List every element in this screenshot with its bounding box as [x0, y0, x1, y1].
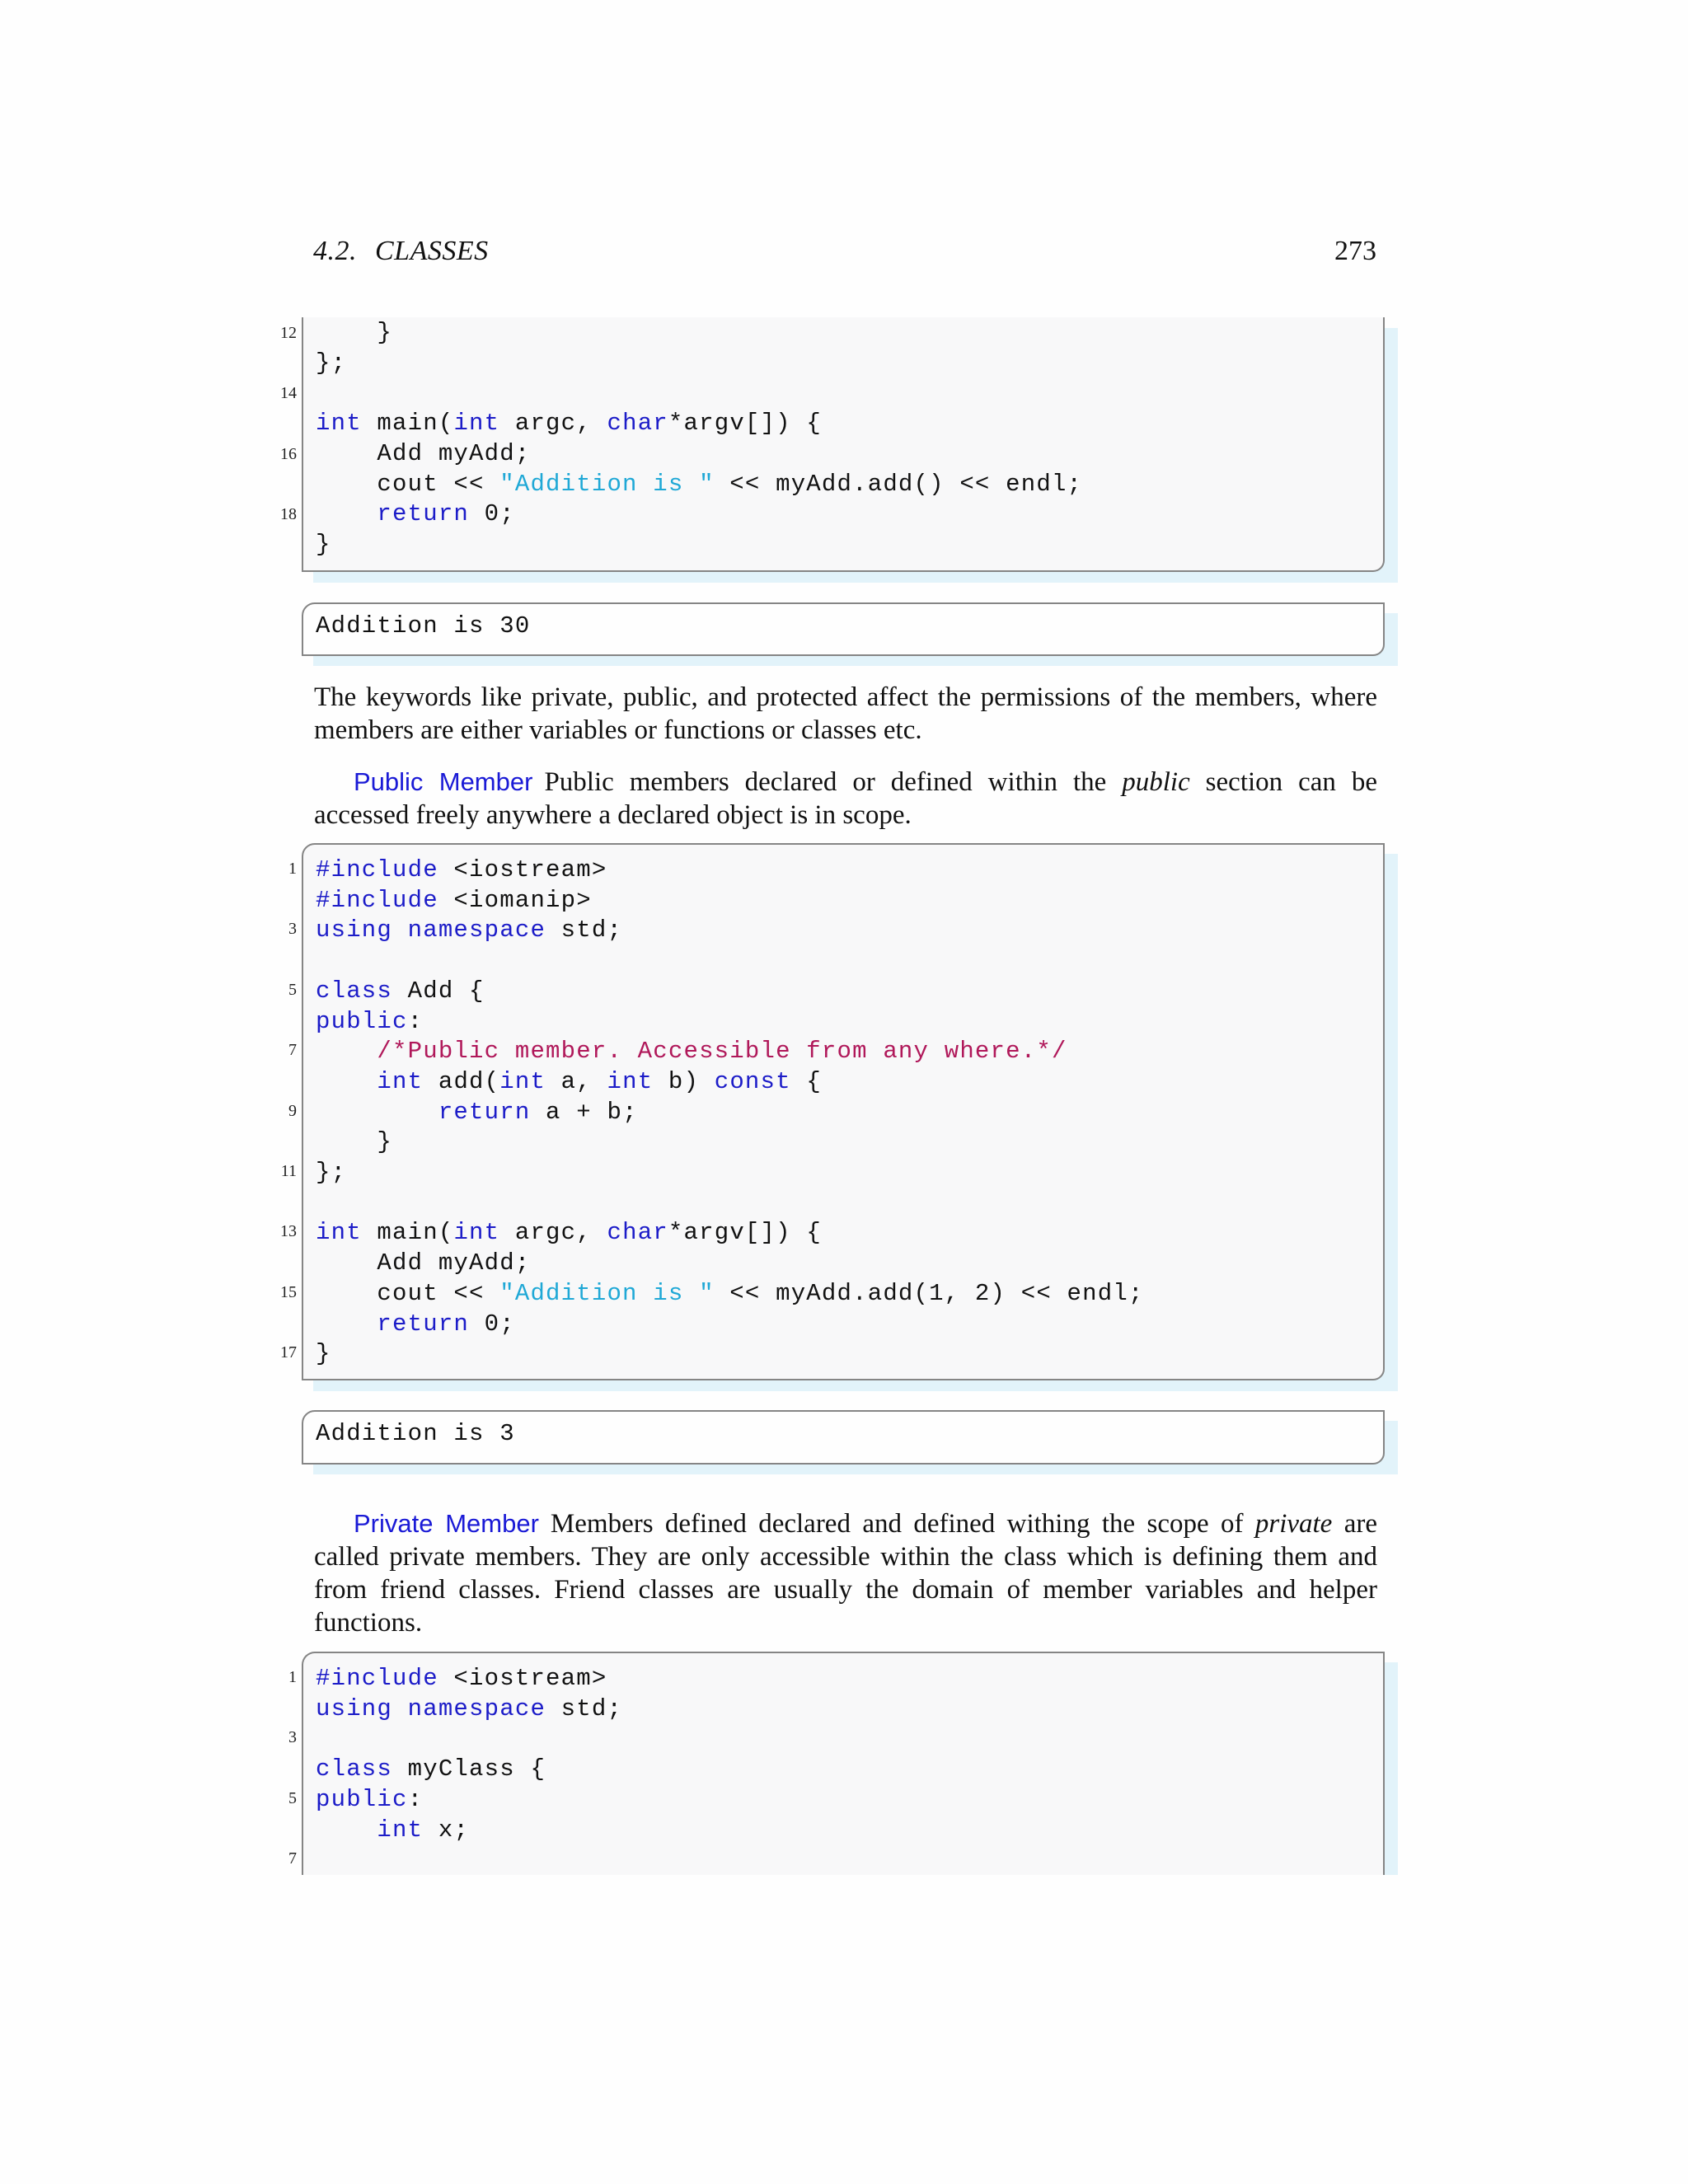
- private-member-text-after: are called private members. They are only accessible within the class which is defining them and from friend classes. Friend classes are usually the domain of member variables and helper functions.: [314, 1509, 1377, 1638]
- line-number: 16: [280, 444, 297, 463]
- section-number: 4.2.: [313, 236, 357, 266]
- code-token-plain: :: [407, 1007, 424, 1035]
- code-line: [316, 1097, 638, 1127]
- public-member-heading: Public Member: [354, 767, 533, 796]
- code-token-plain: b): [653, 1067, 715, 1095]
- line-number: 12: [280, 324, 297, 342]
- code-token-plain: [316, 1068, 377, 1095]
- code-token-plain: *argv[]) {: [668, 1219, 822, 1247]
- code-token-kw: int: [377, 1067, 424, 1095]
- code-token-plain: std;: [546, 916, 623, 944]
- section-title: CLASSES: [375, 236, 489, 266]
- code-token-plain: x;: [423, 1816, 470, 1844]
- output-2-text: Addition is 3: [316, 1420, 515, 1447]
- code-token-plain: a,: [546, 1067, 607, 1095]
- code-token-plain: };: [316, 1159, 347, 1186]
- line-number: 14: [280, 384, 297, 403]
- code-token-plain: cout <<: [316, 1279, 500, 1307]
- code-token-plain: }: [316, 1128, 393, 1156]
- code-line: [316, 1006, 423, 1037]
- code-token-plain: 0;: [469, 500, 515, 528]
- code-token-plain: [316, 1038, 377, 1065]
- private-member-emphasis: private: [1254, 1509, 1333, 1539]
- code-token-kw: int: [453, 1219, 500, 1247]
- line-number: 5: [288, 980, 297, 999]
- code-block-3: [302, 1652, 1385, 1875]
- line-number: 7: [288, 1849, 297, 1868]
- code-token-kw: #include: [316, 856, 438, 883]
- code-line: [316, 408, 822, 438]
- code-token-kw: return: [438, 1098, 531, 1126]
- code-line: [316, 1278, 1144, 1309]
- line-number: 1: [288, 1668, 297, 1686]
- code-token-plain: }: [316, 1340, 331, 1368]
- code-line: [316, 1784, 423, 1815]
- code-line: [316, 1036, 1067, 1066]
- code-line: [316, 1338, 331, 1369]
- line-number: 5: [288, 1788, 297, 1807]
- code-line: [316, 469, 1082, 499]
- code-token-kw: return: [377, 500, 470, 528]
- output-box-1: [302, 602, 1385, 656]
- code-token-plain: <iostream>: [438, 856, 607, 883]
- code-token-plain: main(: [361, 410, 454, 438]
- code-token-kw: class: [316, 977, 393, 1005]
- code-token-kw: #include: [316, 1665, 438, 1692]
- line-number: 7: [288, 1041, 297, 1060]
- code-token-plain: <iomanip>: [438, 886, 592, 914]
- line-number: 3: [288, 1728, 297, 1747]
- code-token-kw: return: [377, 1310, 470, 1338]
- code-token-plain: << myAdd.add() << endl;: [714, 470, 1083, 498]
- code-token-plain: [316, 500, 377, 527]
- code-line: [316, 1157, 346, 1188]
- code-token-kw: public: [316, 1785, 408, 1813]
- code-token-plain: Add myAdd;: [316, 439, 531, 467]
- code-line: [316, 1127, 392, 1157]
- code-token-kw: int: [316, 1219, 362, 1247]
- code-token-kw: int: [377, 1816, 424, 1844]
- code-line: [316, 1663, 607, 1694]
- code-token-plain: }: [316, 530, 331, 558]
- code-block-2: [302, 843, 1385, 1380]
- line-number: 1: [288, 860, 297, 878]
- code-line: [316, 1815, 469, 1845]
- code-line: [316, 1309, 515, 1339]
- code-token-plain: Add {: [392, 977, 485, 1005]
- private-member-heading: Private Member: [354, 1509, 539, 1538]
- code-token-plain: cout <<: [316, 470, 500, 498]
- code-token-com: /*Public member. Accessible from any where.*/: [377, 1038, 1067, 1066]
- code-token-plain: [392, 1695, 408, 1722]
- code-token-kw: #include: [316, 886, 438, 914]
- code-line: [316, 1066, 822, 1097]
- code-token-plain: main(: [361, 1219, 454, 1247]
- code-token-plain: argc,: [499, 410, 607, 438]
- code-token-plain: std;: [546, 1694, 623, 1722]
- public-member-text-before: Public members declared or defined within the: [544, 767, 1123, 797]
- code-line: [316, 348, 346, 378]
- paragraph-keywords: [314, 681, 1377, 747]
- code-token-kw: char: [607, 410, 668, 438]
- code-token-plain: {: [790, 1067, 822, 1095]
- code-line: [316, 1217, 822, 1248]
- code-token-plain: [316, 1816, 377, 1844]
- code-token-kw: public: [316, 1007, 408, 1035]
- code-line: [316, 1754, 546, 1784]
- code-line: [316, 1248, 530, 1278]
- line-number: 17: [280, 1343, 297, 1362]
- code-line: [316, 1694, 622, 1724]
- code-token-plain: [316, 1099, 438, 1126]
- code-token-plain: *argv[]) {: [668, 410, 822, 438]
- paragraph-private-member: [314, 1507, 1377, 1639]
- code-token-kw: int: [499, 1067, 546, 1095]
- code-token-plain: [316, 1310, 377, 1338]
- code-token-plain: :: [407, 1785, 424, 1813]
- line-number: 11: [280, 1162, 297, 1180]
- public-member-emphasis: public: [1122, 767, 1190, 797]
- code-token-kw: int: [607, 1067, 654, 1095]
- code-line: [316, 976, 485, 1006]
- code-token-kw: using: [316, 916, 393, 944]
- code-block-1: [302, 317, 1385, 572]
- code-token-kw: namespace: [407, 916, 546, 944]
- public-member-text-after: section can be accessed freely anywhere a declared object is in scope.: [314, 767, 1377, 830]
- code-token-kw: int: [316, 410, 362, 438]
- line-number: 3: [288, 920, 297, 939]
- line-number: 13: [280, 1222, 297, 1241]
- code-token-plain: add(: [423, 1067, 500, 1095]
- code-token-plain: argc,: [499, 1219, 607, 1247]
- code-token-kw: using: [316, 1694, 393, 1722]
- code-token-plain: <iostream>: [438, 1665, 607, 1692]
- paragraph-public-member: [314, 766, 1377, 832]
- code-token-plain: << myAdd.add(1, 2) << endl;: [714, 1279, 1144, 1307]
- code-token-plain: Add myAdd;: [316, 1249, 531, 1277]
- code-token-kw: int: [453, 410, 500, 438]
- line-number: 9: [288, 1101, 297, 1120]
- line-number: 15: [280, 1282, 297, 1301]
- code-token-kw: char: [607, 1219, 668, 1247]
- code-token-plain: }: [316, 319, 393, 346]
- code-line: [316, 499, 515, 529]
- code-token-plain: 0;: [469, 1310, 515, 1338]
- code-token-plain: myClass {: [392, 1755, 546, 1783]
- code-token-str: "Addition is ": [499, 470, 715, 498]
- code-token-str: "Addition is ": [499, 1279, 715, 1307]
- running-head: [313, 236, 489, 267]
- code-token-plain: [392, 916, 408, 944]
- output-1-text: Addition is 30: [316, 612, 531, 640]
- code-token-plain: a + b;: [530, 1098, 638, 1126]
- page-number: 273: [1334, 236, 1376, 266]
- code-line: [316, 855, 607, 885]
- code-token-kw: namespace: [407, 1694, 546, 1722]
- code-token-kw: const: [714, 1067, 791, 1095]
- private-member-text-before: Members defined declared and defined withing the scope of: [550, 1509, 1255, 1539]
- code-line: [316, 529, 331, 560]
- code-token-plain: };: [316, 349, 347, 377]
- paragraph-1-text: The keywords like private, public, and protected affect the permissions of the members, where members are either variables or functions or classes etc.: [314, 682, 1377, 745]
- code-line: [316, 885, 592, 916]
- code-line: [316, 317, 392, 348]
- output-box-2: [302, 1410, 1385, 1465]
- code-token-kw: class: [316, 1755, 393, 1783]
- code-line: [316, 915, 622, 945]
- code-line: [316, 438, 530, 469]
- line-number: 18: [280, 505, 297, 524]
